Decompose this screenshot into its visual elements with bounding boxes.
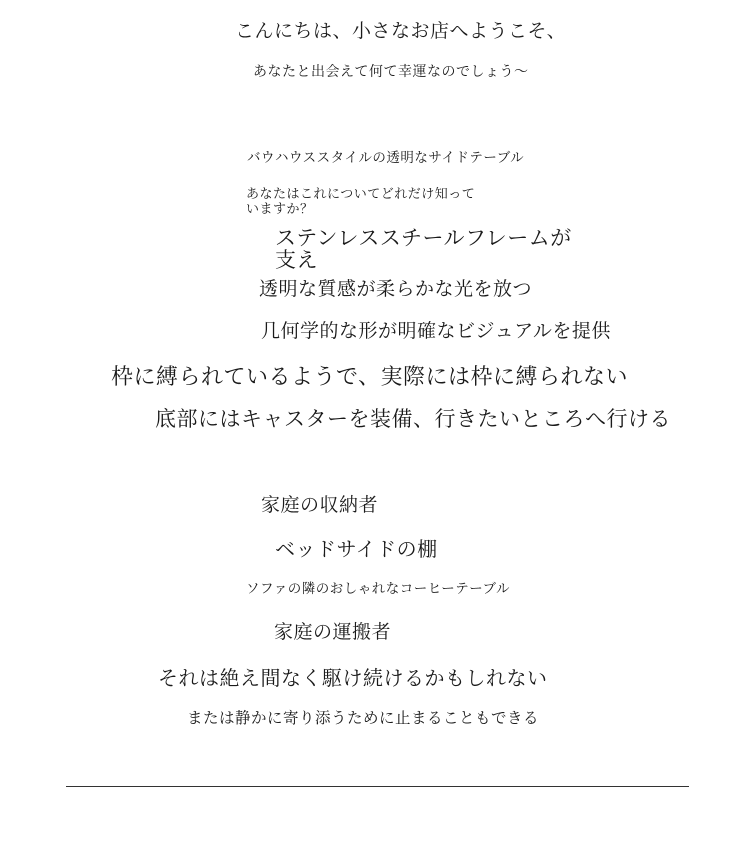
intro-greeting: こんにちは、小さなお店へようこそ、 <box>235 20 567 42</box>
divider <box>66 786 689 787</box>
role-storage: 家庭の収納者 <box>261 494 379 516</box>
feature-transparency: 透明な質感が柔らかな光を放つ <box>259 278 533 300</box>
product-name: バウハウススタイルの透明なサイドテーブル <box>247 150 525 166</box>
intro-lucky-text: あなたと出会えて何て幸運なのでしょう〜 <box>253 64 529 80</box>
feature-geometry: 几何学的な形が明確なビジュアルを提供 <box>261 320 611 342</box>
feature-frame: ステンレススチールフレームが支え <box>275 226 572 273</box>
role-coffee-table: ソファの隣のおしゃれなコーヒーテーブル <box>246 581 510 597</box>
product-question: あなたはこれについてどれだけ知っていますか？ <box>246 187 476 217</box>
feature-frameless: 枠に縛られているようで、実際には枠に縛られない <box>111 365 629 390</box>
role-bedside-shelf: ベッドサイドの棚 <box>275 537 438 561</box>
role-can-stop: または静かに寄り添うために止まることもできる <box>187 709 540 727</box>
role-keeps-running: それは絶え間なく駆け続けるかもしれない <box>158 666 548 690</box>
role-carrier: 家庭の運搬者 <box>274 621 392 643</box>
feature-casters: 底部にはキャスターを装備、行きたいところへ行ける <box>155 407 671 431</box>
